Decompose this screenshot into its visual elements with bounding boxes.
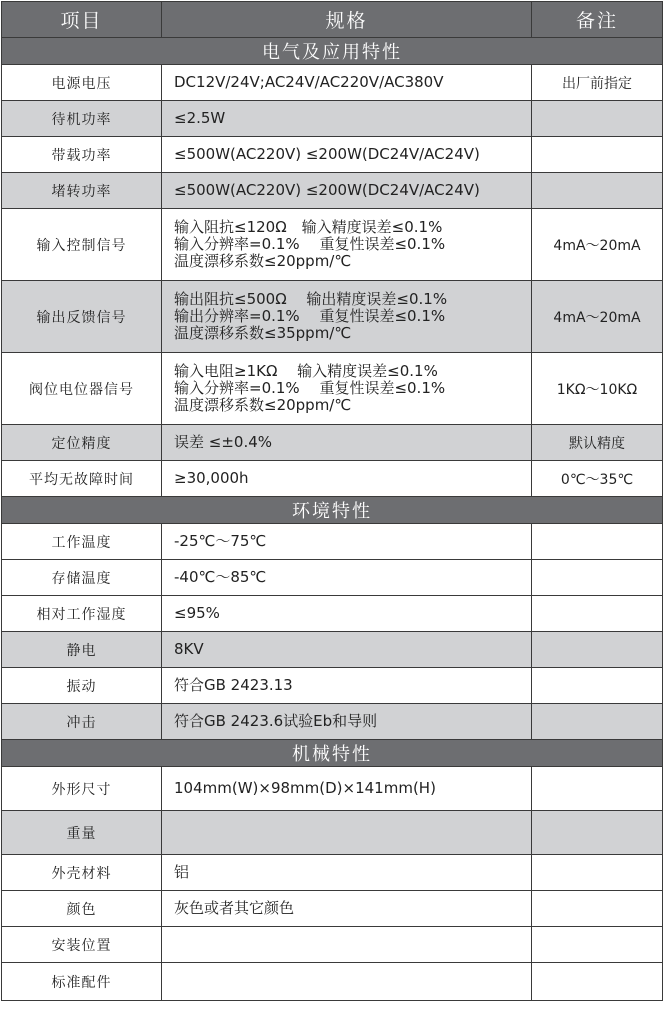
table-row bbox=[2, 353, 663, 425]
row-label: 待机功率 bbox=[2, 101, 162, 137]
section-title: 环境特性 bbox=[2, 497, 663, 524]
value-line: 输入分辨率=0.1% 重复性误差≤0.1% bbox=[174, 379, 446, 397]
row-note bbox=[532, 101, 663, 137]
row-note: 4mA～20mA bbox=[532, 281, 663, 353]
row-note bbox=[532, 524, 663, 560]
section-header bbox=[2, 740, 663, 767]
row-note bbox=[532, 632, 663, 668]
table-row bbox=[2, 767, 663, 811]
row-value bbox=[162, 65, 532, 101]
table-row bbox=[2, 524, 663, 560]
row-note: 默认精度 bbox=[532, 425, 663, 461]
value-line: -40℃～85℃ bbox=[174, 568, 267, 586]
table-row bbox=[2, 668, 663, 704]
row-label: 阀位电位器信号 bbox=[2, 353, 162, 425]
row-label: 存储温度 bbox=[2, 560, 162, 596]
value-line: ≤500W(AC220V) ≤200W(DC24V/AC24V) bbox=[174, 181, 480, 199]
value-line: 输出分辨率=0.1% 重复性误差≤0.1% bbox=[174, 307, 446, 325]
row-value bbox=[162, 811, 532, 855]
table-row bbox=[2, 560, 663, 596]
table-row bbox=[2, 209, 663, 281]
row-label: 堵转功率 bbox=[2, 173, 162, 209]
header-item: 项目 bbox=[2, 2, 162, 38]
row-note bbox=[532, 173, 663, 209]
header-row bbox=[2, 2, 663, 38]
row-label: 外形尺寸 bbox=[2, 767, 162, 811]
table-row bbox=[2, 596, 663, 632]
value-line: 输出阻抗≤500Ω 输出精度误差≤0.1% bbox=[174, 290, 448, 308]
row-label: 带载功率 bbox=[2, 137, 162, 173]
row-note bbox=[532, 560, 663, 596]
section-title: 机械特性 bbox=[2, 740, 663, 767]
value-line: 符合GB 2423.13 bbox=[174, 676, 293, 694]
row-note: 0℃～35℃ bbox=[532, 461, 663, 497]
table-row bbox=[2, 891, 663, 927]
table-row bbox=[2, 855, 663, 891]
row-note bbox=[532, 891, 663, 927]
row-value bbox=[162, 173, 532, 209]
row-label: 颜色 bbox=[2, 891, 162, 927]
row-label: 输出反馈信号 bbox=[2, 281, 162, 353]
row-label: 静电 bbox=[2, 632, 162, 668]
spec-table bbox=[1, 1, 663, 1001]
row-value bbox=[162, 137, 532, 173]
table-row bbox=[2, 963, 663, 1001]
row-value bbox=[162, 855, 532, 891]
value-line: 温度漂移系数≤20ppm/℃ bbox=[174, 396, 352, 414]
row-label: 重量 bbox=[2, 811, 162, 855]
table-row bbox=[2, 461, 663, 497]
row-note bbox=[532, 855, 663, 891]
table-row bbox=[2, 101, 663, 137]
row-value bbox=[162, 560, 532, 596]
row-value bbox=[162, 596, 532, 632]
row-label: 定位精度 bbox=[2, 425, 162, 461]
row-value bbox=[162, 927, 532, 963]
value-line: 104mm(W)×98mm(D)×141mm(H) bbox=[174, 779, 436, 797]
row-value bbox=[162, 767, 532, 811]
value-line: 符合GB 2423.6试验Eb和导则 bbox=[174, 712, 378, 730]
value-line: ≥30,000h bbox=[174, 469, 249, 487]
row-note bbox=[532, 767, 663, 811]
section-header bbox=[2, 38, 663, 65]
value-line: ≤2.5W bbox=[174, 109, 226, 127]
row-value bbox=[162, 704, 532, 740]
row-value bbox=[162, 632, 532, 668]
value-line: ≤500W(AC220V) ≤200W(DC24V/AC24V) bbox=[174, 145, 480, 163]
section-title: 电气及应用特性 bbox=[2, 38, 663, 65]
value-line: -25℃～75℃ bbox=[174, 532, 267, 550]
table-row bbox=[2, 632, 663, 668]
value-line: 输入电阻≥1KΩ 输入精度误差≤0.1% bbox=[174, 362, 438, 380]
value-line: DC12V/24V;AC24V/AC220V/AC380V bbox=[174, 73, 444, 91]
row-value bbox=[162, 353, 532, 425]
row-value bbox=[162, 101, 532, 137]
row-value bbox=[162, 668, 532, 704]
row-label: 外壳材料 bbox=[2, 855, 162, 891]
row-value bbox=[162, 963, 532, 1001]
row-label: 相对工作湿度 bbox=[2, 596, 162, 632]
value-line: 8KV bbox=[174, 640, 204, 658]
row-value bbox=[162, 461, 532, 497]
row-note: 1KΩ～10KΩ bbox=[532, 353, 663, 425]
row-label: 标准配件 bbox=[2, 963, 162, 1001]
value-line: 温度漂移系数≤20ppm/℃ bbox=[174, 252, 352, 270]
table-row bbox=[2, 811, 663, 855]
table-row bbox=[2, 425, 663, 461]
row-label: 冲击 bbox=[2, 704, 162, 740]
row-note bbox=[532, 811, 663, 855]
section-header bbox=[2, 497, 663, 524]
row-note bbox=[532, 963, 663, 1001]
value-line: 输入阻抗≤120Ω 输入精度误差≤0.1% bbox=[174, 218, 443, 236]
table-row bbox=[2, 704, 663, 740]
row-note: 出厂前指定 bbox=[532, 65, 663, 101]
row-value bbox=[162, 524, 532, 560]
value-line: 误差 ≤±0.4% bbox=[174, 433, 273, 451]
value-line: 温度漂移系数≤35ppm/℃ bbox=[174, 324, 352, 342]
row-label: 电源电压 bbox=[2, 65, 162, 101]
row-note bbox=[532, 137, 663, 173]
value-line: ≤95% bbox=[174, 604, 220, 622]
header-note: 备注 bbox=[532, 2, 663, 38]
table-row bbox=[2, 173, 663, 209]
row-value bbox=[162, 891, 532, 927]
row-note: 4mA～20mA bbox=[532, 209, 663, 281]
row-label: 安装位置 bbox=[2, 927, 162, 963]
row-label: 输入控制信号 bbox=[2, 209, 162, 281]
row-label: 平均无故障时间 bbox=[2, 461, 162, 497]
row-note bbox=[532, 668, 663, 704]
table-row bbox=[2, 281, 663, 353]
row-value bbox=[162, 281, 532, 353]
row-value bbox=[162, 425, 532, 461]
table-row bbox=[2, 137, 663, 173]
row-note bbox=[532, 927, 663, 963]
row-note bbox=[532, 596, 663, 632]
value-line: 灰色或者其它颜色 bbox=[174, 899, 295, 917]
value-line: 输入分辨率=0.1% 重复性误差≤0.1% bbox=[174, 235, 446, 253]
row-value bbox=[162, 209, 532, 281]
header-spec: 规格 bbox=[162, 2, 532, 38]
value-line: 铝 bbox=[174, 863, 190, 881]
table-row bbox=[2, 927, 663, 963]
table-row bbox=[2, 65, 663, 101]
row-label: 振动 bbox=[2, 668, 162, 704]
row-note bbox=[532, 704, 663, 740]
row-label: 工作温度 bbox=[2, 524, 162, 560]
